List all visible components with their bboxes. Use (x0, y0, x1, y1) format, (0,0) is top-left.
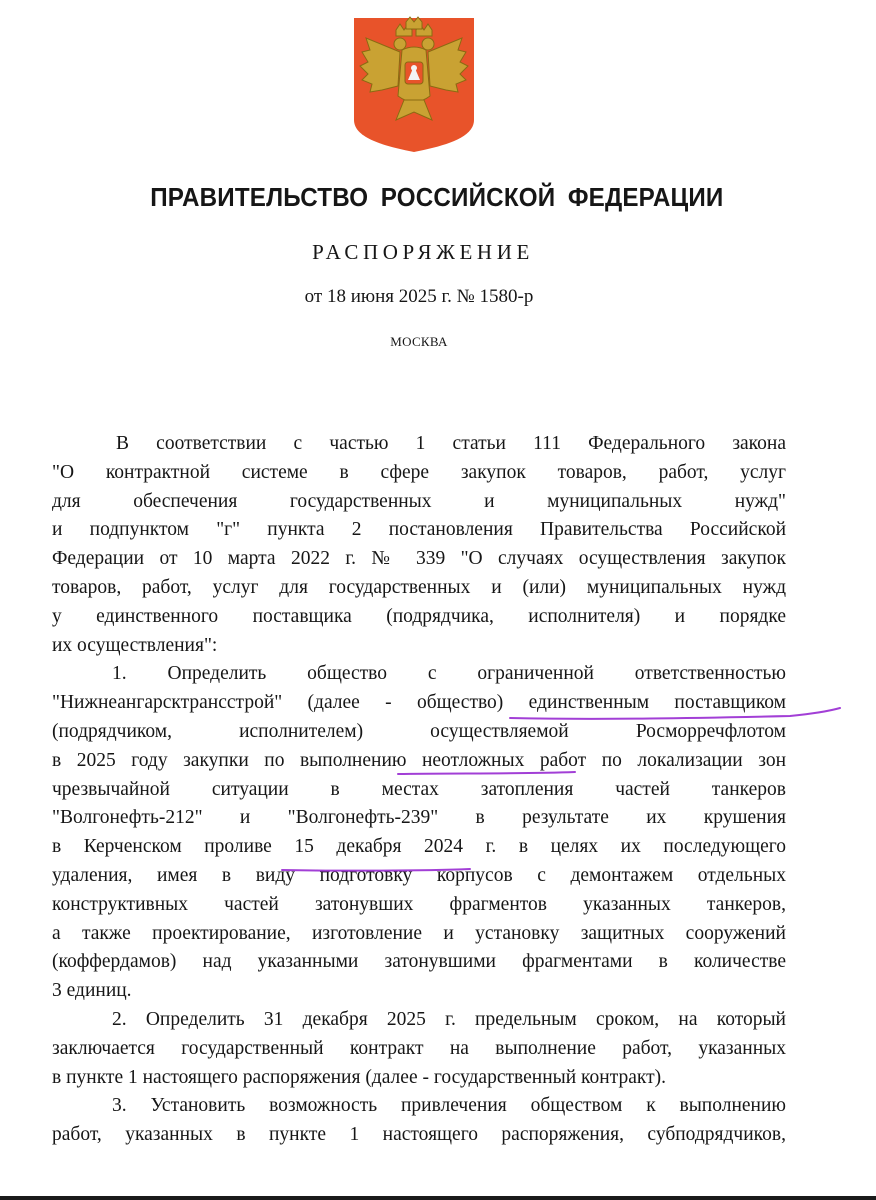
government-title: ПРАВИТЕЛЬСТВО РОССИЙСКОЙ ФЕДЕРАЦИИ (150, 182, 724, 212)
document-body (52, 430, 786, 1150)
page-bottom-edge (0, 1196, 876, 1200)
text-line-with-highlight (52, 833, 786, 862)
text-line: удаления, имея в виду подготовку корпусов с демонтажем отдельных (52, 864, 786, 886)
text-line: 3. Установить возможность привлечения обществом к выполнению (112, 1095, 786, 1117)
text-line: в пункте 1 настоящего распоряжения (далее - государственный контракт). (52, 1066, 666, 1088)
text-fragment: в целях их последующего (518, 836, 786, 858)
text-line: В соответствии с частью 1 статьи 111 Федерального закона (116, 433, 786, 454)
text-line: товаров, работ, услуг для государственных и (или) муниципальных нужд (52, 576, 786, 598)
document-type: РАСПОРЯЖЕНИЕ (312, 240, 534, 264)
text-fragment: в 2025 году закупки по выполнению (52, 749, 407, 771)
coat-of-arms-emblem (352, 16, 476, 154)
underlined-phrase: неотложных работ (421, 749, 587, 771)
text-line: у единственного поставщика (подрядчика, исполнителя) и порядке (52, 605, 786, 627)
text-line: для обеспечения государственных и муниципальных нужд" (52, 490, 786, 512)
text-fragment: "Нижнеангарсктрансстрой" (далее - общество) (52, 692, 504, 714)
text-line: 1. Определить общество с ограниченной ответственностью (112, 663, 786, 685)
text-line: (подрядчиком, исполнителем) осуществляемой Росморречфлотом (52, 720, 786, 742)
text-line: чрезвычайной ситуации в местах затопления частей танкеров (52, 778, 786, 800)
text-line: "О контрактной системе в сфере закупок товаров, работ, услуг (52, 461, 786, 483)
text-line: работ, указанных в пункте 1 настоящего распоряжения, субподрядчиков, (52, 1124, 786, 1146)
text-line: заключается государственный контракт на выполнение работ, указанных (52, 1037, 786, 1059)
text-line-with-highlight (52, 689, 786, 718)
text-line: 2. Определить 31 декабря 2025 г. предельным сроком, на который (112, 1008, 786, 1030)
document-date-number: от 18 июня 2025 г. № 1580-р (304, 286, 534, 307)
document-city: МОСКВА (390, 334, 448, 349)
text-line: конструктивных частей затонувших фрагментов указанных танкеров, (52, 893, 786, 915)
text-fragment: по локализации зон (601, 749, 786, 771)
text-line: "Волгонефть-212" и "Волгонефть-239" в результате их крушения (52, 807, 786, 829)
text-line: 3 единиц. (52, 980, 132, 1002)
text-line: а также проектирование, изготовление и установку защитных сооружений (52, 922, 786, 944)
text-line: (коффердамов) над указанными затонувшими фрагментами в количестве (52, 951, 786, 973)
underlined-phrase: 15 декабря 2024 г. (294, 836, 497, 858)
text-fragment: в Керченском проливе (52, 836, 272, 858)
text-line: и подпунктом "г" пункта 2 постановления Правительства Российской (52, 519, 786, 541)
text-line: Федерации от 10 марта 2022 г. № 339 "О случаях осуществления закупок (52, 548, 786, 570)
underlined-phrase: единственным поставщиком (528, 692, 786, 714)
text-line-with-highlight (52, 747, 786, 776)
text-line: их осуществления": (52, 634, 218, 656)
